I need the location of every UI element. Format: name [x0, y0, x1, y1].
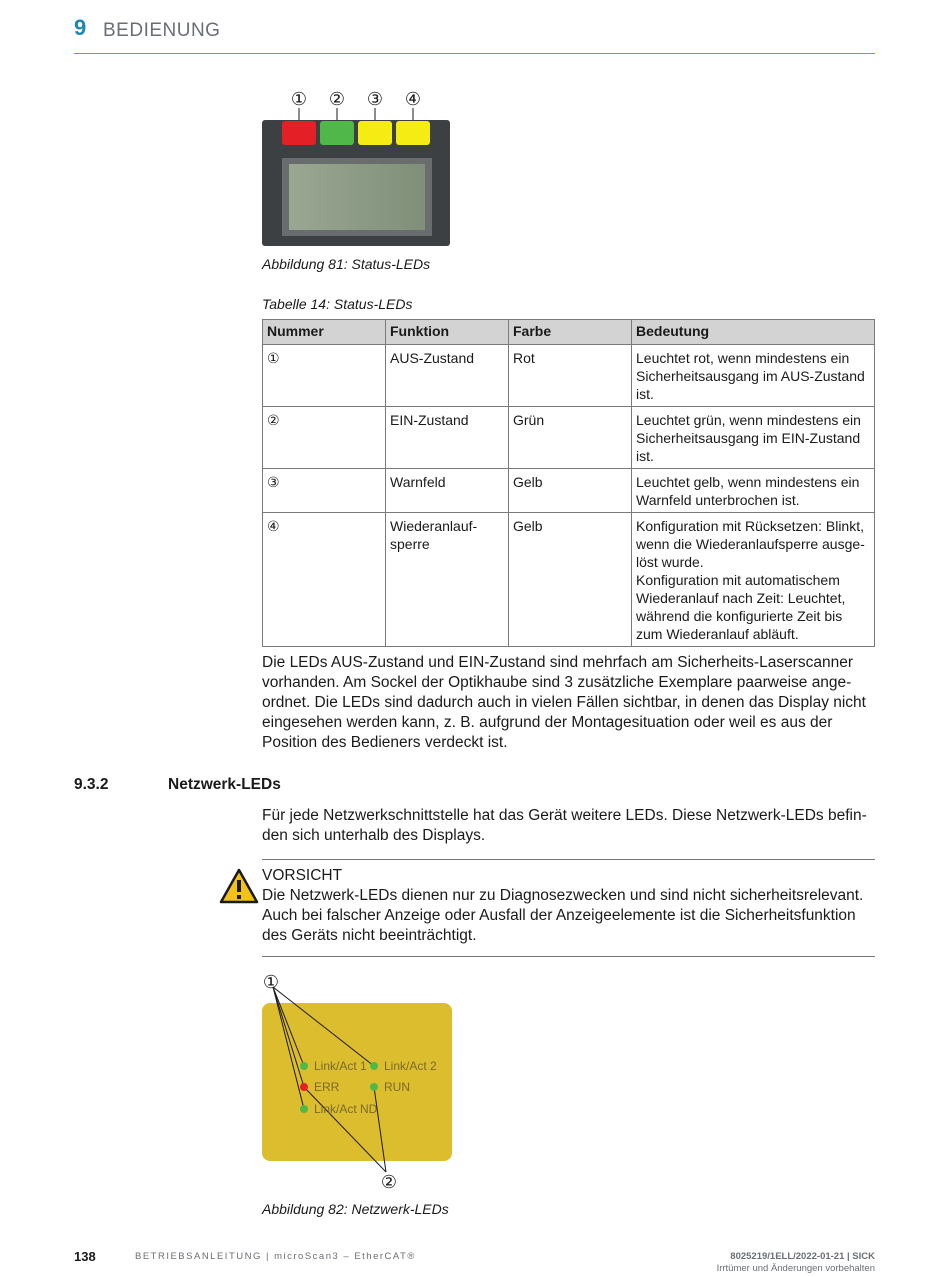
- caution-text: Die Netzwerk-LEDs dienen nur zu Diagnosezwecken und sind nicht sicherheitsrelevant. Auch bei falscher Anzeige oder Ausfall der Anzeigeelemente ist die Sicherheitsfunktion des Geräts nicht beeinträchtigt.: [262, 887, 864, 944]
- network-led-panel: [262, 1003, 452, 1161]
- table-row: [263, 513, 875, 647]
- label-link-act-nd: Link/Act ND: [314, 1102, 378, 1116]
- led-yellow-1: [358, 121, 392, 145]
- header-bedeutung: Bedeutung: [632, 320, 875, 345]
- label-err: ERR: [314, 1080, 340, 1094]
- section-title: Netzwerk-LEDs: [168, 776, 281, 793]
- warning-icon: [219, 868, 259, 904]
- cell-funktion: AUS-Zustand: [386, 345, 509, 407]
- caution-bottom-rule: [262, 956, 875, 957]
- footer-document-title: BETRIEBSANLEITUNG | microScan3 – EtherCAT®: [135, 1251, 416, 1262]
- callout-4: ④: [404, 89, 422, 110]
- header-farbe: Farbe: [509, 320, 632, 345]
- table-row: [263, 469, 875, 513]
- callout-2: ②: [328, 89, 346, 110]
- network-leds-figure: [255, 968, 455, 1198]
- caution-top-rule: [262, 859, 875, 860]
- callout-2: ②: [380, 1172, 398, 1193]
- callout-1: ①: [290, 89, 308, 110]
- cell-farbe: Gelb: [509, 469, 632, 513]
- led-link-act-2: [370, 1062, 378, 1070]
- cell-funktion: Wiederanlauf- sperre: [386, 513, 509, 647]
- table-header-row: [263, 320, 875, 345]
- figure-81-caption: Abbildung 81: Status-LEDs: [262, 256, 431, 272]
- status-led-table: [262, 319, 875, 647]
- table-row: [263, 407, 875, 469]
- cell-bedeutung: Leuchtet rot, wenn mindestens ein Sicherheitsausgang im AUS-Zustand ist.: [632, 345, 875, 407]
- cell-nummer: ①: [263, 345, 386, 407]
- cell-farbe: Gelb: [509, 513, 632, 647]
- led-link-act-1: [300, 1062, 308, 1070]
- network-led-paragraph: Für jede Netzwerkschnittstelle hat das Gerät weitere LEDs. Diese Netzwerk-LEDs befin- den sich unterhalb des Displays.: [262, 807, 867, 844]
- led-run: [370, 1083, 378, 1091]
- cell-funktion: Warnfeld: [386, 469, 509, 513]
- cell-bedeutung: Konfiguration mit Rücksetzen: Blinkt, wenn die Wiederanlaufsperre ausge- löst wurde. Konfiguration mit automatischem Wiederanlauf nach Zeit: Leuchtet, während die konfigurierte Zeit bis zum Wiederanlauf abläuft.: [632, 513, 875, 647]
- cell-nummer: ④: [263, 513, 386, 647]
- cell-farbe: Grün: [509, 407, 632, 469]
- table-row: [263, 345, 875, 407]
- section-number: 9.3.2: [74, 776, 109, 793]
- led-green: [320, 121, 354, 145]
- label-link-act-1: Link/Act 1: [314, 1059, 367, 1073]
- callout-3: ③: [366, 89, 384, 110]
- cell-funktion: EIN-Zustand: [386, 407, 509, 469]
- cell-nummer: ②: [263, 407, 386, 469]
- label-link-act-2: Link/Act 2: [384, 1059, 437, 1073]
- page-number: 138: [74, 1249, 96, 1264]
- led-red: [282, 121, 316, 145]
- header-rule: [74, 53, 875, 54]
- chapter-number: 9: [74, 15, 87, 40]
- status-leds-figure: [262, 86, 452, 248]
- led-yellow-2: [396, 121, 430, 145]
- led-description-paragraph: Die LEDs AUS-Zustand und EIN-Zustand sind mehrfach am Sicherheits-Laserscanner vorhanden. Am Sockel der Optikhaube sind 3 zusätzliche Exemplare paarweise ange- ordnet. Die LEDs sind dadurch auch in vielen Fällen sichtbar, in denen das Display nicht eingesehen werden kann, z. B. aufgrund der Montagesituation oder weil es aus der Position des Bedieners verdeckt ist.: [262, 654, 866, 751]
- callout-1: ①: [262, 972, 280, 993]
- footer-disclaimer: Irrtümer und Änderungen vorbehalten: [716, 1263, 875, 1274]
- footer-document-id: 8025219/1ELL/2022-01-21 | SICK: [730, 1251, 875, 1262]
- caution-title: VORSICHT: [262, 867, 343, 884]
- label-run: RUN: [384, 1080, 410, 1094]
- led-link-act-nd: [300, 1105, 308, 1113]
- cell-nummer: ③: [263, 469, 386, 513]
- cell-farbe: Rot: [509, 345, 632, 407]
- chapter-title: BEDIENUNG: [103, 20, 221, 41]
- header-funktion: Funktion: [386, 320, 509, 345]
- header-nummer: Nummer: [263, 320, 386, 345]
- cell-bedeutung: Leuchtet gelb, wenn mindestens ein Warnfeld unterbrochen ist.: [632, 469, 875, 513]
- figure-82-caption: Abbildung 82: Netzwerk-LEDs: [262, 1201, 449, 1217]
- cell-bedeutung: Leuchtet grün, wenn mindestens ein Sicherheitsausgang im EIN-Zustand ist.: [632, 407, 875, 469]
- display-screen: [289, 164, 425, 230]
- table-caption: Tabelle 14: Status-LEDs: [262, 296, 413, 312]
- led-err: [300, 1083, 308, 1091]
